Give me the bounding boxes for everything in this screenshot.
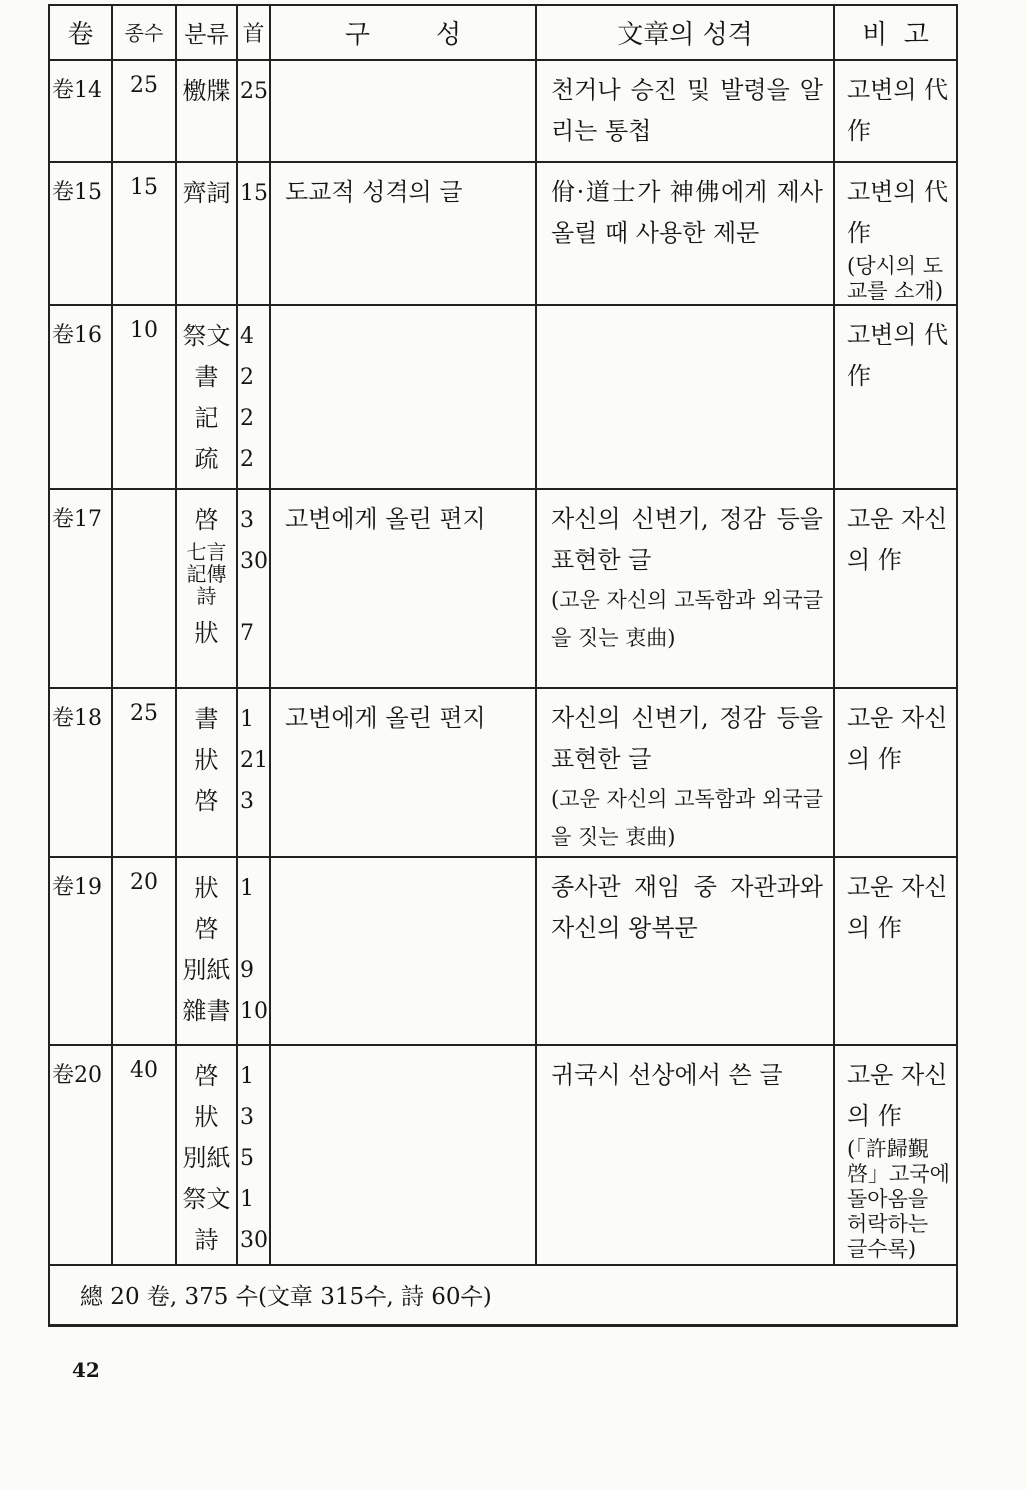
note-cell <box>834 489 957 688</box>
note-text: 고운 자신의 作 <box>847 873 948 942</box>
class-count-item: 30 <box>240 1228 268 1253</box>
note-subtext: (「許歸覲啓」고국에 돌아옴을 허락하는 글수록) <box>847 1137 950 1261</box>
classification-item: 祭文 <box>182 1185 231 1213</box>
classification-item: 記 <box>194 404 219 432</box>
header-composition: 구 성 <box>270 5 536 60</box>
note-cell <box>834 688 957 857</box>
class-count-item: 3 <box>240 1105 254 1130</box>
header-vol: 卷 <box>49 5 112 60</box>
page-number: 42 <box>72 1358 100 1382</box>
classification-item: 狀 <box>194 619 219 647</box>
count-cell: 10 <box>112 305 176 489</box>
volume-cell: 卷20 <box>49 1045 112 1265</box>
classification-item: 啓 <box>194 1062 219 1090</box>
nature-text: 천거나 승진 및 발령을 알리는 통첩 <box>551 76 823 145</box>
classification-item: 別紙 <box>182 1144 231 1172</box>
count-cell <box>112 489 176 688</box>
note-subtext: (당시의 도교를 소개) <box>847 254 944 303</box>
count-cell: 20 <box>112 857 176 1045</box>
composition-cell <box>270 857 536 1045</box>
count-per-class-cell <box>237 305 270 489</box>
header-row <box>49 5 957 60</box>
nature-cell <box>536 60 834 162</box>
class-count-item: 30 <box>240 549 268 574</box>
header-class: 분류 <box>176 5 237 60</box>
count-cell: 15 <box>112 162 176 305</box>
nature-cell <box>536 1045 834 1265</box>
composition-cell <box>270 60 536 162</box>
note-cell <box>834 162 957 305</box>
header-note: 비 고 <box>834 5 957 60</box>
header-num: 首 <box>237 5 270 60</box>
classification-cell <box>176 1045 237 1265</box>
nature-text: 자신의 신변기, 정감 등을 표현한 글 <box>551 505 823 574</box>
note-text: 고운 자신의 作 <box>847 505 948 574</box>
classification-item: 檄牒 <box>182 77 231 105</box>
nature-cell <box>536 857 834 1045</box>
nature-text: 자신의 신변기, 정감 등을 표현한 글 <box>551 704 823 773</box>
nature-subtext: (고운 자신의 고독함과 외국글을 짓는 衷曲) <box>551 787 823 849</box>
class-count-item: 3 <box>240 508 254 533</box>
class-count-item: 2 <box>240 447 254 472</box>
class-count-item: 7 <box>240 621 254 646</box>
composition-cell: 도교적 성격의 글 <box>270 162 536 305</box>
class-count-item: 4 <box>240 324 254 349</box>
table-row <box>49 1045 957 1265</box>
class-count-item: 21 <box>240 748 268 773</box>
note-text: 고변의 代作 <box>847 321 949 390</box>
note-cell <box>834 1045 957 1265</box>
nature-text: 佾·道士가 神佛에게 제사올릴 때 사용한 제문 <box>551 178 823 247</box>
table-row <box>49 305 957 489</box>
note-cell <box>834 305 957 489</box>
class-count-item: 2 <box>240 406 254 431</box>
classification-item: 狀 <box>194 746 219 774</box>
composition-cell <box>270 305 536 489</box>
nature-cell <box>536 305 834 489</box>
nature-cell <box>536 162 834 305</box>
nature-text: 귀국시 선상에서 쓴 글 <box>551 1061 783 1089</box>
class-count-item: 9 <box>240 958 254 983</box>
volume-cell: 卷17 <box>49 489 112 688</box>
note-text: 고운 자신의 作 <box>847 704 948 773</box>
header-count: 종수 <box>112 5 176 60</box>
count-per-class-cell <box>237 688 270 857</box>
header-nature: 文章의 성격 <box>536 5 834 60</box>
class-count-item: 1 <box>240 707 254 732</box>
count-per-class-cell <box>237 1045 270 1265</box>
count-per-class-cell <box>237 857 270 1045</box>
classification-cell <box>176 305 237 489</box>
classification-item: 啓 <box>194 506 219 534</box>
classification-item: 別紙 <box>182 956 231 984</box>
class-count-item: 1 <box>240 876 254 901</box>
class-count-item: 3 <box>240 789 254 814</box>
classification-item: 雜書 <box>182 997 231 1025</box>
total-row <box>49 1265 957 1325</box>
note-text: 고운 자신의 作 <box>847 1061 948 1130</box>
composition-cell: 고변에게 올린 편지 <box>270 688 536 857</box>
nature-text: 종사관 재임 중 자관과와 자신의 왕복문 <box>551 873 823 942</box>
table-row <box>49 857 957 1045</box>
nature-cell <box>536 688 834 857</box>
count-per-class-cell <box>237 162 270 305</box>
class-count-item <box>238 909 269 950</box>
table-row <box>49 162 957 305</box>
class-count-item: 15 <box>240 181 268 206</box>
nature-cell <box>536 489 834 688</box>
classification-cell <box>176 688 237 857</box>
nature-subtext: (고운 자신의 고독함과 외국글을 짓는 衷曲) <box>551 588 823 650</box>
class-count-item: 1 <box>240 1187 254 1212</box>
note-cell <box>834 60 957 162</box>
count-cell: 40 <box>112 1045 176 1265</box>
class-count-item: 1 <box>240 1064 254 1089</box>
classification-item: 狀 <box>194 874 219 902</box>
classification-cell <box>176 162 237 305</box>
classification-item: 疏 <box>194 445 219 473</box>
note-cell <box>834 857 957 1045</box>
classification-cell <box>176 489 237 688</box>
table-row <box>49 60 957 162</box>
table-row <box>49 688 957 857</box>
classification-item: 書 <box>194 705 219 733</box>
table-row <box>49 489 957 688</box>
volume-cell: 卷18 <box>49 688 112 857</box>
classification-item: 啓 <box>194 915 219 943</box>
volume-cell: 卷15 <box>49 162 112 305</box>
composition-cell: 고변에게 올린 편지 <box>270 489 536 688</box>
classification-cell <box>176 60 237 162</box>
class-count-item: 2 <box>240 365 254 390</box>
classification-item: 齊詞 <box>182 179 231 207</box>
count-cell: 25 <box>112 688 176 857</box>
classification-item: 書 <box>194 363 219 391</box>
classification-cell <box>176 857 237 1045</box>
volume-cell: 卷14 <box>49 60 112 162</box>
class-count-item: 10 <box>240 999 268 1024</box>
count-cell: 25 <box>112 60 176 162</box>
classification-item: 啓 <box>194 787 219 815</box>
volume-cell: 卷19 <box>49 857 112 1045</box>
classification-item: 狀 <box>194 1103 219 1131</box>
class-count-item: 5 <box>240 1146 254 1171</box>
count-per-class-cell <box>237 489 270 688</box>
note-text: 고변의 代作 <box>847 76 949 145</box>
count-per-class-cell <box>237 60 270 162</box>
works-table <box>48 4 958 1327</box>
classification-item: 詩 <box>194 1226 219 1254</box>
note-text: 고변의 代作 <box>847 178 949 247</box>
total-summary: 總 20 卷, 375 수(文章 315수, 詩 60수) <box>49 1265 957 1325</box>
classification-item: 祭文 <box>182 322 231 350</box>
volume-cell: 卷16 <box>49 305 112 489</box>
classification-item: 七言記傳詩 <box>186 541 227 607</box>
class-count-item: 25 <box>240 79 268 104</box>
composition-cell <box>270 1045 536 1265</box>
